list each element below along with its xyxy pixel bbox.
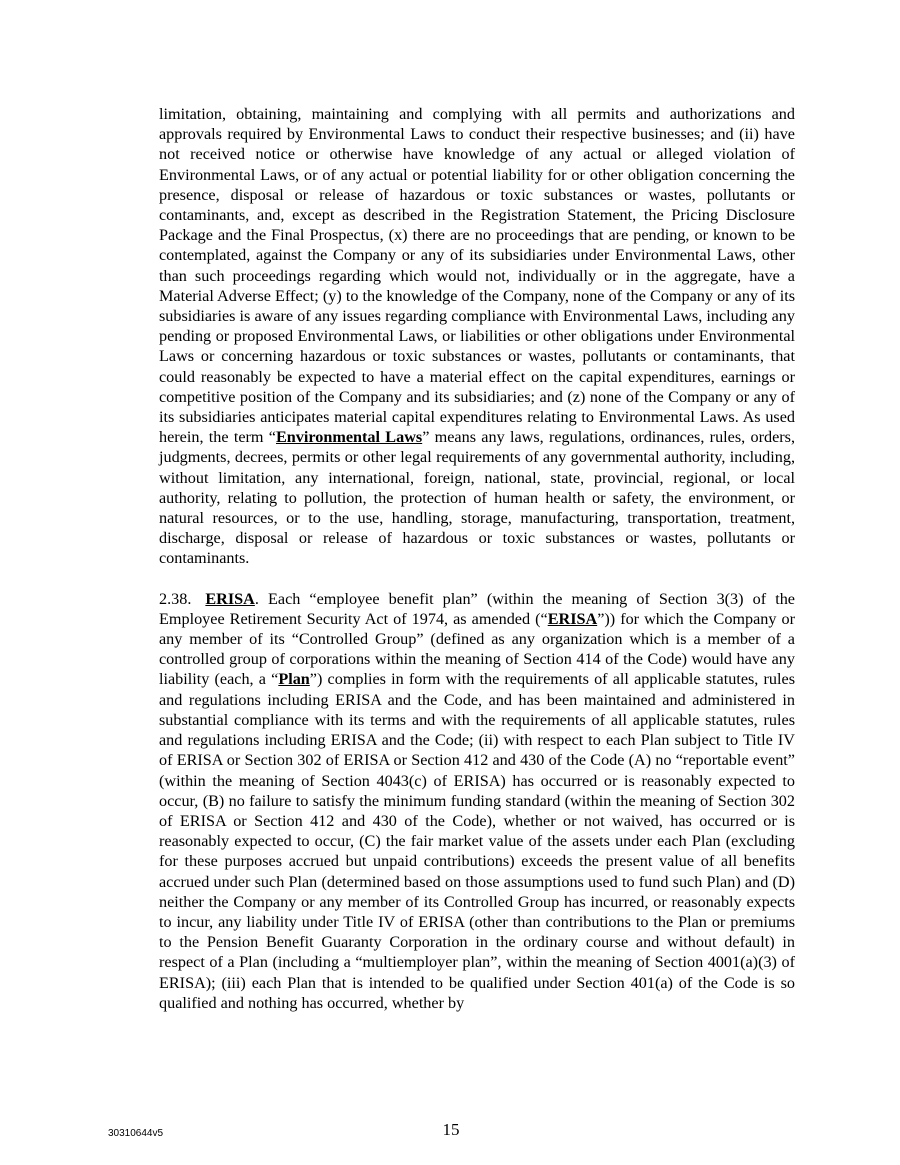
section-heading-erisa: ERISA	[205, 589, 255, 608]
section-text-part2: ”)) for which the Company or any member of its “Controlled Group” (defined as any organization which is a member of a controlled group of corporations within the meaning of Section 414 of the Code) would have any liability (each, a “	[159, 609, 796, 689]
page-number: 15	[442, 1120, 460, 1139]
defined-term-environmental-laws: Environmental Laws	[275, 428, 423, 447]
document-id: 30310644v5	[108, 1128, 164, 1139]
page-body	[159, 104, 795, 1033]
section-text-part1: . Each “employee benefit plan” (within the meaning of Section 3(3) of the Employee Retirement Security Act of 1974, as amended (“	[159, 589, 795, 628]
section-number: 2.38.	[159, 589, 192, 608]
paragraph-text: limitation, obtaining, maintaining and complying with all permits and authorizations and approvals required by Environmental Laws to conduct their respective businesses; and (ii) have not received notice or otherwise have knowledge of any actual or alleged violation of Environmental Laws, or of any actual or potential liability for or other obligation concerning the presence, disposal or release of hazardous or toxic substances or wastes, pollutants or contaminants, and, except as described in the Registration Statement, the Pricing Disclosure Package and the Final Prospectus, (x) there are no proceedings that are pending, or known to be contemplated, against the Company or any of its subsidiaries under Environmental Laws, other than such proceedings regarding which would not, individually or in the aggregate, have a Material Adverse Effect; (y) to the knowledge of the Company, none of the Company or any of its subsidiaries is aware of any issues regarding compliance with Environmental Laws, including any pending or proposed Environmental Laws, or liabilities or other obligations under Environmental Laws or concerning hazardous or toxic substances or wastes, pollutants or contaminants, that could reasonably be expected to have a material effect on the capital expenditures, earnings or competitive position of the Company and its subsidiaries; and (z) none of the Company or any of its subsidiaries anticipates material capital expenditures relating to Environmental Laws. As used herein, the term “	[159, 105, 795, 447]
environmental-laws-paragraph	[159, 104, 795, 569]
section-text-part3: ”) complies in form with the requirements of all applicable statutes, rules and regulations including ERISA and the Code, and has been maintained and administered in substantial compliance with its terms and with the requirements of all applicable statutes, rules and regulations including ERISA and the Code; (ii) with respect to each Plan subject to Title IV of ERISA or Section 302 of ERISA or Section 412 and 430 of the Code (A) no “reportable event” (within the meaning of Section 4043(c) of ERISA) has occurred or is reasonably expected to occur, (B) no failure to satisfy the minimum funding standard (within the meaning of Section 302 of ERISA or Section 412 and 430 of the Code), whether or not waived, has occurred or is reasonably expected to occur, (C) the fair market value of the assets under each Plan (excluding for these purposes accrued but unpaid contributions) exceeds the present value of all benefits accrued under such Plan (determined based on those assumptions used to fund such Plan) and (D) neither the Company or any member of its Controlled Group has incurred, or reasonably expects to incur, any liability under Title IV of ERISA (other than contributions to the Plan or premiums to the Pension Benefit Guaranty Corporation in the ordinary course and without default) in respect of a Plan (including a “multiemployer plan”, within the meaning of Section 4001(a)(3) of ERISA); (iii) each Plan that is intended to be qualified under Section 401(a) of the Code is so qualified and nothing has occurred, whether by	[159, 670, 795, 1012]
section-2-38-paragraph	[159, 589, 795, 1013]
defined-term-erisa: ERISA	[547, 609, 598, 628]
paragraph-text-continued: ” means any laws, regulations, ordinances, rules, orders, judgments, decrees, permits or other legal requirements of any governmental authority, including, without limitation, any international, foreign, national, state, provincial, regional, or local authority, relating to pollution, the protection of human health or safety, the environment, or natural resources, or to the use, handling, storage, manufacturing, transportation, treatment, discharge, disposal or release of hazardous or toxic substances or wastes, pollutants or contaminants.	[159, 428, 795, 568]
defined-term-plan: Plan	[278, 670, 310, 689]
